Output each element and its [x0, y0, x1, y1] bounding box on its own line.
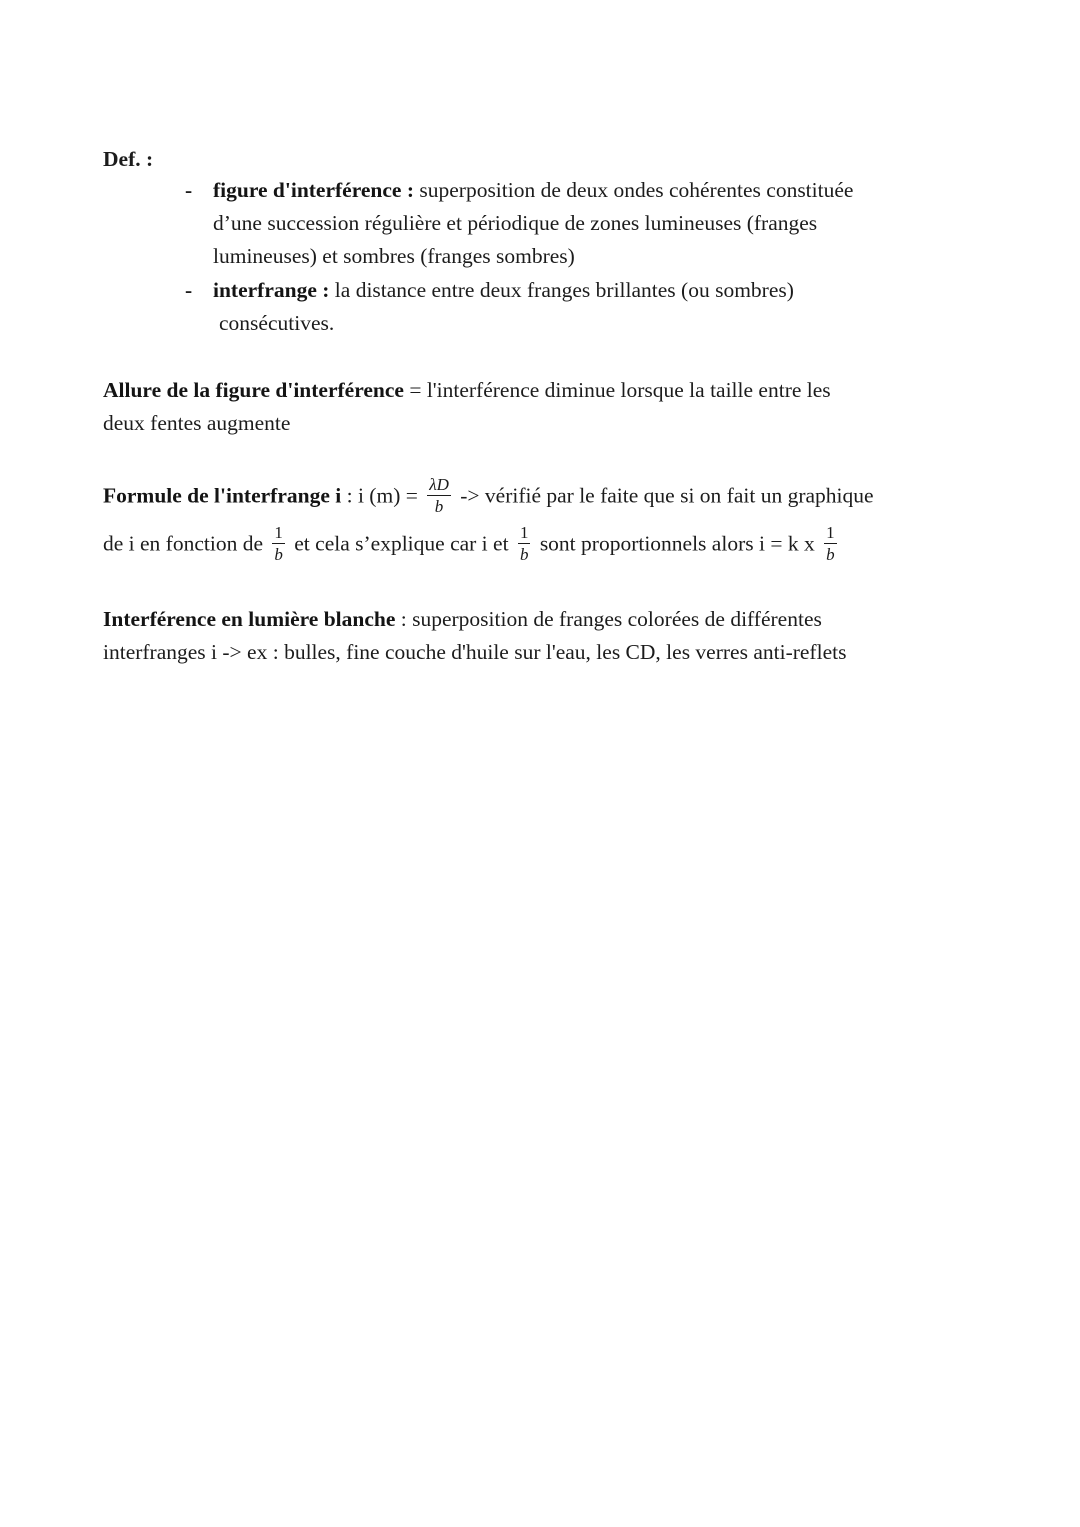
definition-line — [213, 278, 794, 302]
fraction-bar — [427, 495, 451, 496]
blanche-term: Interférence en lumière blanche — [103, 607, 396, 631]
definitions-heading: Def. : — [103, 147, 154, 171]
fraction-one-over-b — [272, 524, 285, 563]
definition-item-interfrange — [185, 274, 973, 340]
definition-text: consécutives. — [219, 311, 335, 335]
blanche-text: : superposition de franges colorées de différentes — [395, 607, 822, 631]
definition-item-figure-interference — [185, 174, 973, 273]
formule-text: de i en fonction de — [103, 531, 269, 556]
fraction-numerator: 1 — [519, 523, 529, 542]
fraction-numerator: 1 — [826, 523, 835, 542]
fraction-numerator: λD — [429, 475, 449, 494]
fraction-numerator: 1 — [274, 523, 283, 542]
allure-text: deux fentes augmente — [103, 411, 291, 435]
allure-text: = l'interférence diminue lorsque la taille entre les — [403, 378, 831, 402]
fraction-bar — [518, 543, 531, 544]
definition-term: interfrange : — [213, 278, 330, 302]
definition-text: lumineuses) et sombres (franges sombres) — [213, 244, 575, 268]
fraction-denominator: b — [826, 545, 835, 564]
formule-text: et cela s’explique car i et — [288, 531, 514, 556]
allure-paragraph — [103, 374, 983, 440]
formule-text: -> vérifié par le faite que si on fait un graphique — [454, 483, 874, 508]
fraction-one-over-b — [518, 524, 531, 563]
definition-line — [213, 178, 853, 202]
formule-term: Formule de l'interfrange i — [103, 483, 342, 508]
blanche-text: interfranges i -> ex : bulles, fine couche d'huile sur l'eau, les CD, les verres anti-reflets — [103, 640, 847, 664]
fraction-bar — [272, 543, 285, 544]
definition-text: la distance entre deux franges brillantes (ou sombres) — [329, 278, 794, 302]
lumiere-blanche-paragraph — [103, 603, 983, 669]
formule-paragraph-line-2 — [103, 523, 983, 565]
bullet-dash: - — [185, 178, 193, 202]
formule-lead: : i (m) = — [341, 483, 424, 508]
fraction-denominator: b — [274, 545, 283, 564]
fraction-one-over-b — [824, 524, 837, 563]
definition-term: figure d'interférence : — [213, 178, 414, 202]
formule-paragraph-line-1 — [103, 475, 983, 517]
definition-text: d’une succession régulière et périodique de zones lumineuses (franges — [213, 211, 818, 235]
fraction-denominator: b — [434, 497, 444, 516]
bullet-dash: - — [185, 278, 193, 302]
fraction-denominator: b — [519, 545, 529, 564]
definition-text: superposition de deux ondes cohérentes constituée — [414, 178, 854, 202]
allure-term: Allure de la figure d'interférence — [103, 378, 404, 402]
fraction-bar — [824, 543, 837, 544]
fraction-lambda-d-over-b — [427, 476, 451, 515]
formule-text: sont proportionnels alors i = k x — [534, 531, 821, 556]
